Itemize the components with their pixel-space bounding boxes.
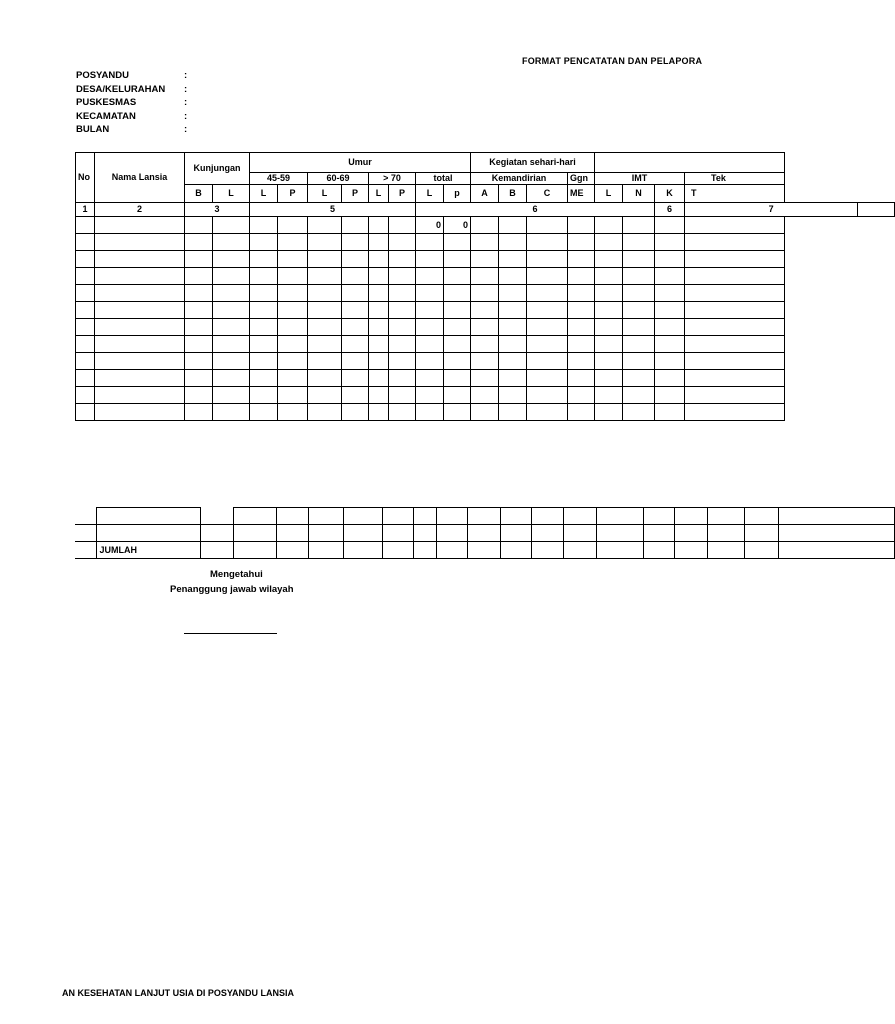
total-cell: 0 xyxy=(444,217,471,234)
sub-header: P xyxy=(389,185,416,203)
col-header-kemandirian: Kemandirian xyxy=(471,173,568,185)
table-row xyxy=(76,217,895,234)
col-header-umur: Umur xyxy=(250,153,471,173)
col-header-no: No xyxy=(76,153,95,203)
sub-header: B xyxy=(185,185,213,203)
table-row xyxy=(76,370,895,387)
col-number: 2 xyxy=(95,203,185,217)
table-row xyxy=(76,387,895,404)
col-header-kegiatan: Kegiatan sehari-hari xyxy=(471,153,595,173)
age-group-total: total xyxy=(416,173,471,185)
col-number: 1 xyxy=(76,203,95,217)
table-row xyxy=(76,285,895,302)
sub-header: L xyxy=(595,185,623,203)
penanggung-jawab-label: Penanggung jawab wilayah xyxy=(170,584,294,595)
table-row xyxy=(76,404,895,421)
col-header-kunjungan: Kunjungan xyxy=(185,153,250,185)
info-row-bulan: BULAN : xyxy=(76,124,188,136)
sub-header: P xyxy=(342,185,369,203)
table-row xyxy=(76,336,895,353)
sub-header: K xyxy=(655,185,685,203)
table-row xyxy=(76,234,895,251)
table-row xyxy=(76,319,895,336)
table-row xyxy=(76,302,895,319)
sub-header: L xyxy=(250,185,278,203)
info-row-desa: DESA/KELURAHAN : xyxy=(76,83,188,95)
table-row xyxy=(76,353,895,370)
table-row xyxy=(75,525,895,542)
age-group-60-69: 60-69 xyxy=(308,173,369,185)
info-row-kecamatan: KECAMATAN : xyxy=(76,110,188,122)
table-row xyxy=(75,508,895,525)
report-table-totals xyxy=(75,507,768,559)
info-row-puskesmas: PUSKESMAS : xyxy=(76,97,188,109)
info-row-posyandu: POSYANDU : xyxy=(76,70,188,81)
sub-header: C xyxy=(527,185,568,203)
sub-header: B xyxy=(499,185,527,203)
col-number: 7 xyxy=(685,203,858,217)
col-header-ggn: Ggn xyxy=(568,173,595,185)
sub-header: N xyxy=(623,185,655,203)
table-row xyxy=(76,268,895,285)
age-group-over-70: > 70 xyxy=(369,173,416,185)
sub-header: L xyxy=(369,185,389,203)
mengetahui-label: Mengetahui xyxy=(210,569,263,580)
col-number: 6 xyxy=(655,203,685,217)
jumlah-row xyxy=(75,542,895,559)
sub-header: p xyxy=(444,185,471,203)
sub-header: L xyxy=(416,185,444,203)
sub-header: L xyxy=(308,185,342,203)
col-number: 3 xyxy=(185,203,250,217)
report-title: FORMAT PENCATATAN DAN PELAPORA xyxy=(522,56,703,66)
col-header-blank xyxy=(595,153,785,173)
report-table xyxy=(75,152,774,424)
col-header-imt: IMT xyxy=(595,173,685,185)
sub-header: A xyxy=(471,185,499,203)
signature-line xyxy=(184,633,277,634)
report-info-fields xyxy=(76,69,187,137)
col-header-tek: Tek xyxy=(685,173,785,185)
sub-header: ME xyxy=(568,185,595,203)
col-number: 6 xyxy=(416,203,655,217)
sub-header: L xyxy=(213,185,250,203)
col-number xyxy=(858,203,895,217)
col-number: 5 xyxy=(250,203,416,217)
jumlah-label: JUMLAH xyxy=(97,542,201,559)
col-header-nama-lansia: Nama Lansia xyxy=(95,153,185,203)
total-cell: 0 xyxy=(416,217,444,234)
sub-header: P xyxy=(278,185,308,203)
age-group-45-59: 45-59 xyxy=(250,173,308,185)
sub-header: T xyxy=(685,185,785,203)
table-row xyxy=(76,251,895,268)
report-footer: AN KESEHATAN LANJUT USIA DI POSYANDU LANSIA xyxy=(62,988,295,998)
